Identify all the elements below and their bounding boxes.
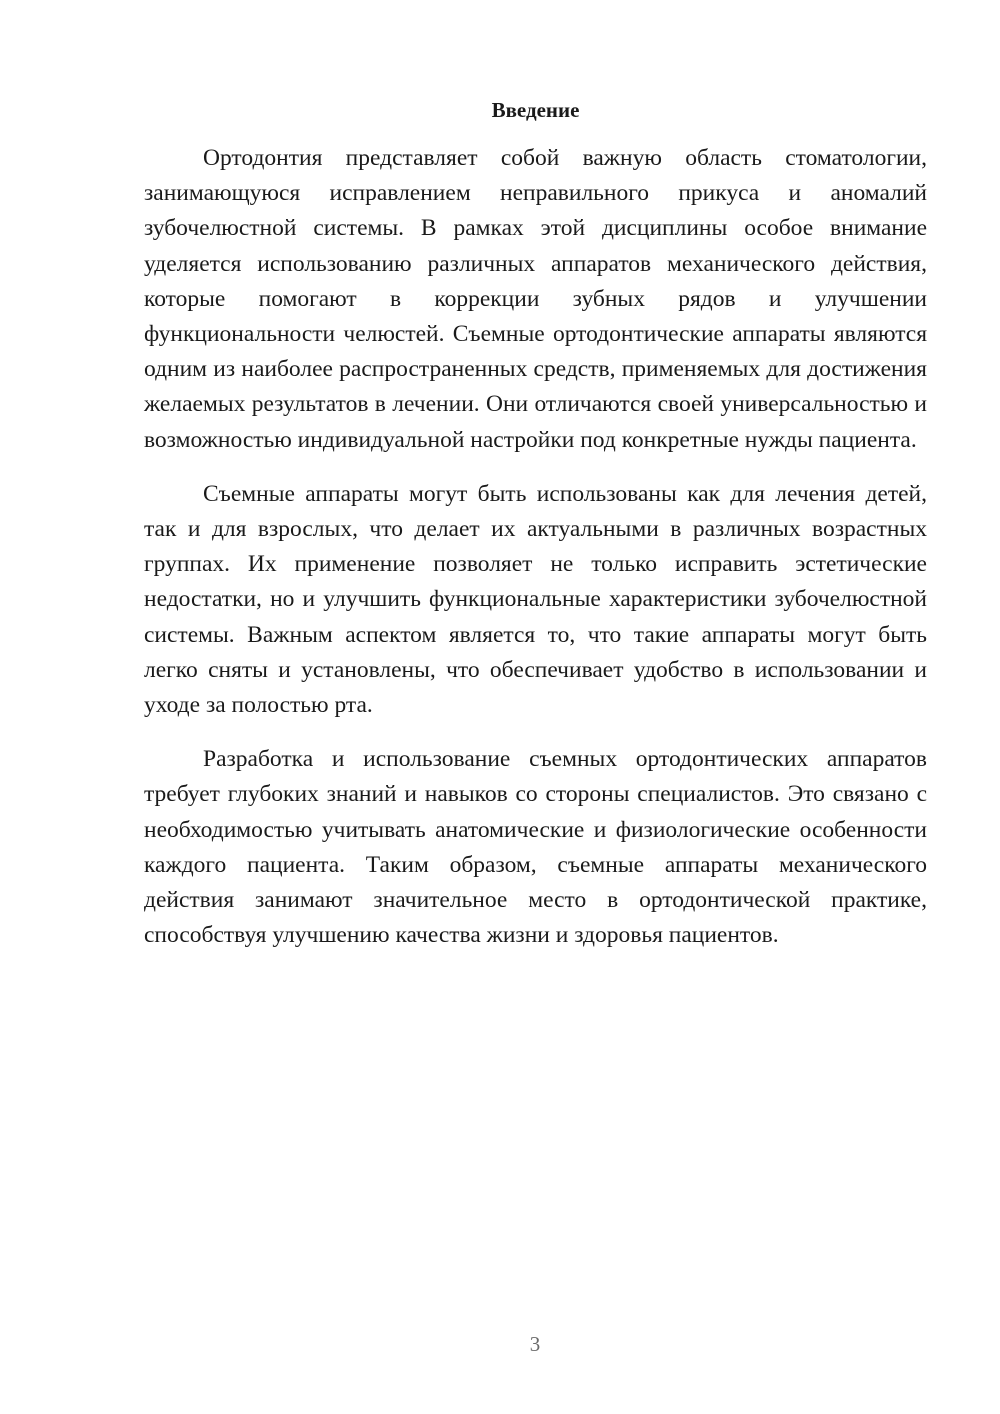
paragraph-3: Разработка и использование съемных ортодонтических аппаратов требует глубоких знаний и навыков со стороны специалистов. Это связано с необходимостью учитывать анатомические и физиологические особенности каждого пациента. Таким образом, съемные аппараты механического действия занимают значительное место в ортодонтической практике, способствуя улучшению качества жизни и здоровья пациентов. bbox=[144, 746, 927, 949]
section-heading: Введение bbox=[491, 98, 580, 122]
paragraph-1: Ортодонтия представляет собой важную область стоматологии, занимающуюся исправлением неправильного прикуса и аномалий зубочелюстной системы. В рамках этой дисциплины особое внимание уделяется использованию различных аппаратов механического действия, которые помогают в коррекции зубных рядов и улучшении функциональности челюстей. Съемные ортодонтические аппараты являются одним из наиболее распространенных средств, применяемых для достижения желаемых результатов в лечении. Они отличаются своей универсальностью и возможностью индивидуальной настройки под конкретные нужды пациента. bbox=[144, 145, 927, 453]
page-content bbox=[144, 92, 927, 972]
page-number: 3 bbox=[529, 1332, 541, 1356]
paragraph-2: Съемные аппараты могут быть использованы как для лечения детей, так и для взрослых, что делает их актуальными в различных возрастных группах. Их применение позволяет не только исправить эстетические недостатки, но и улучшить функциональные характеристики зубочелюстной системы. Важным аспектом является то, что такие аппараты могут быть легко сняты и установлены, что обеспечивает удобство в использовании и уходе за полостью рта. bbox=[144, 480, 927, 719]
